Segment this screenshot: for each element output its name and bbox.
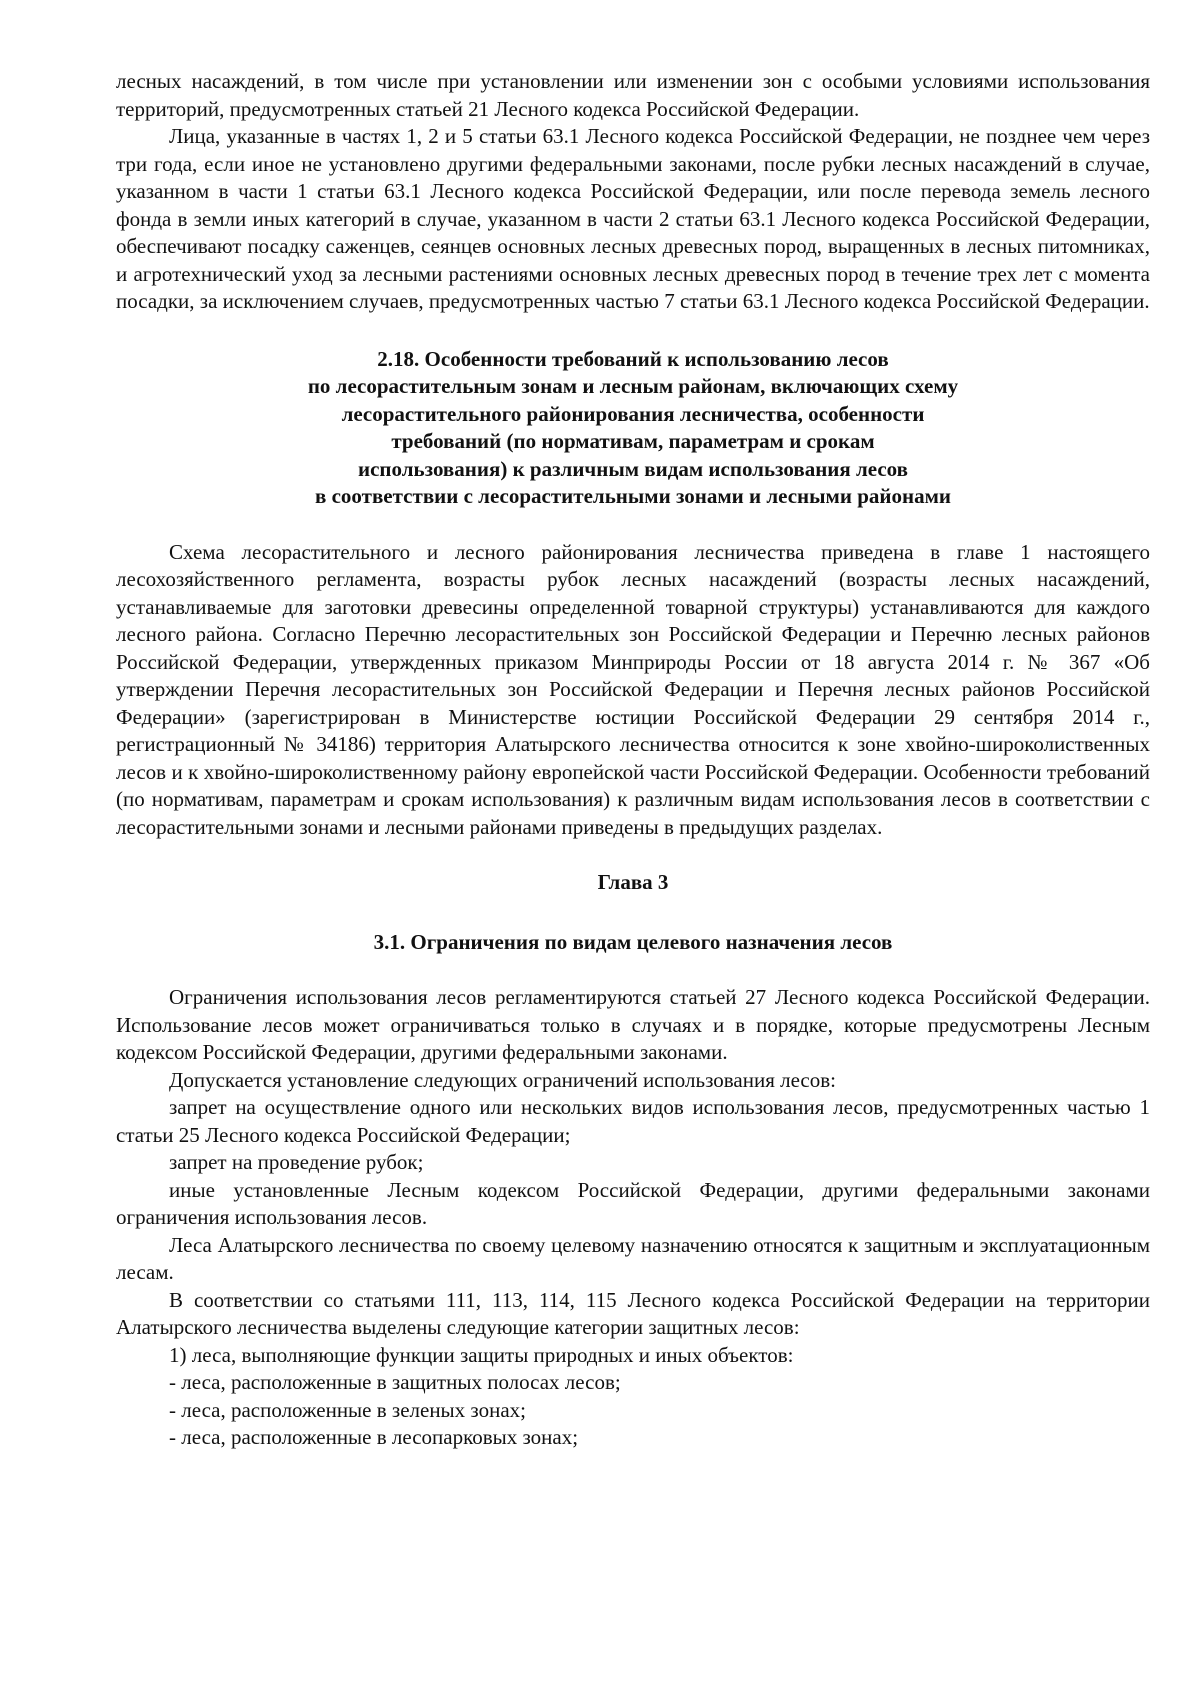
section-31-heading: 3.1. Ограничения по видам целевого назначения лесов [373, 929, 893, 954]
heading-line: использования) к различным видам использования лесов [358, 456, 908, 481]
heading-line: в соответствии с лесорастительными зонами и лесными районами [315, 484, 951, 508]
paragraph: Ограничения использования лесов регламентируются статьей 27 Лесного кодекса Российской Федерации. Использование лесов может ограничиваться только в случаях и в порядке, которые предусмотрены Лесным кодексом Российской Федерации, другими федеральными законами. [116, 985, 1150, 1064]
heading-line: по лесорастительным зонам и лесным районам, включающих схему [307, 374, 959, 398]
heading-line: 2.18. Особенности требований к использованию лесов [377, 346, 889, 371]
paragraph: запрет на проведение рубок; [169, 1150, 424, 1174]
section-218-body: Схема лесорастительного и лесного районирования лесничества приведена в главе 1 настоящего лесохозяйственного регламента, возрасты рубок лесных насаждений (возрасты лесных насаждений, устанавливаемые для заготовки древесины определенной товарной структуры) устанавливаются для каждого лесного района. Согласно Перечню лесорастительных зон Российской Федерации и Перечню лесных районов Российской Федерации, утвержденных приказом Минприроды России от 18 августа 2014 г. № 367 «Об утверждении Перечня лесорастительных зон Российской Федерации и Перечня лесных районов Российской Федерации» (зарегистрирован в Министерстве юстиции Российской Федерации 29 сентября 2014 г., регистрационный № 34186) территория Алатырского лесничества относится к зоне хвойно-широколиственных лесов и к хвойно-широколиственному району европейской части Российской Федерации. Особенности требований (по нормативам, параметрам и срокам использования) к различным видам использования лесов в соответствии с лесорастительными зонами и лесными районами приведены в предыдущих разделах. [116, 539, 1150, 839]
heading-line: требований (по нормативам, параметрам и срокам [391, 429, 875, 453]
paragraph: Допускается установление следующих ограничений использования лесов: [169, 1067, 836, 1092]
list-item: 1) леса, выполняющие функции защиты природных и иных объектов: [169, 1342, 794, 1367]
section-218-heading [116, 346, 1150, 511]
chapter-title: Глава 3 [597, 870, 669, 894]
heading-line: лесорастительного районирования лесничества, особенности [341, 401, 925, 426]
paragraph-reforestation: Лица, указанные в частях 1, 2 и 5 статьи 63.1 Лесного кодекса Российской Федерации, не позднее чем через три года, если иное не установлено другими федеральными законами, после рубки лесных насаждений в случае, указанном в части 1 статьи 63.1 Лесного кодекса Российской Федерации, или после перевода земель лесного фонда в земли иных категорий в случае, указанном в части 2 статьи 63.1 Лесного кодекса Российской Федерации, обеспечивают посадку саженцев, сеянцев основных лесных древесных пород, выращенных в лесных питомниках, и агротехнический уход за лесными растениями основных лесных древесных пород в течение трех лет с момента посадки, за исключением случаев, предусмотренных частью 7 статьи 63.1 Лесного кодекса Российской Федерации. [116, 124, 1150, 313]
list-item: - леса, расположенные в зеленых зонах; [169, 1397, 526, 1422]
document-page [116, 68, 1150, 1452]
list-item: - леса, расположенные в лесопарковых зонах; [169, 1425, 579, 1449]
paragraph: иные установленные Лесным кодексом Российской Федерации, другими федеральными законами ограничения использования лесов. [116, 1177, 1150, 1229]
list-item: - леса, расположенные в защитных полосах лесов; [169, 1370, 621, 1394]
paragraph: В соответствии со статьями 111, 113, 114, 115 Лесного кодекса Российской Федерации на территории Алатырского лесничества выделены следующие категории защитных лесов: [116, 1287, 1150, 1339]
paragraph-continued: лесных насаждений, в том числе при установлении или изменении зон с особыми условиями использования территорий, предусмотренных статьей 21 Лесного кодекса Российской Федерации. [116, 69, 1150, 121]
paragraph: запрет на осуществление одного или нескольких видов использования лесов, предусмотренных частью 1 статьи 25 Лесного кодекса Российской Федерации; [116, 1095, 1150, 1147]
paragraph: Леса Алатырского лесничества по своему целевому назначению относятся к защитным и эксплуатационным лесам. [116, 1232, 1150, 1284]
